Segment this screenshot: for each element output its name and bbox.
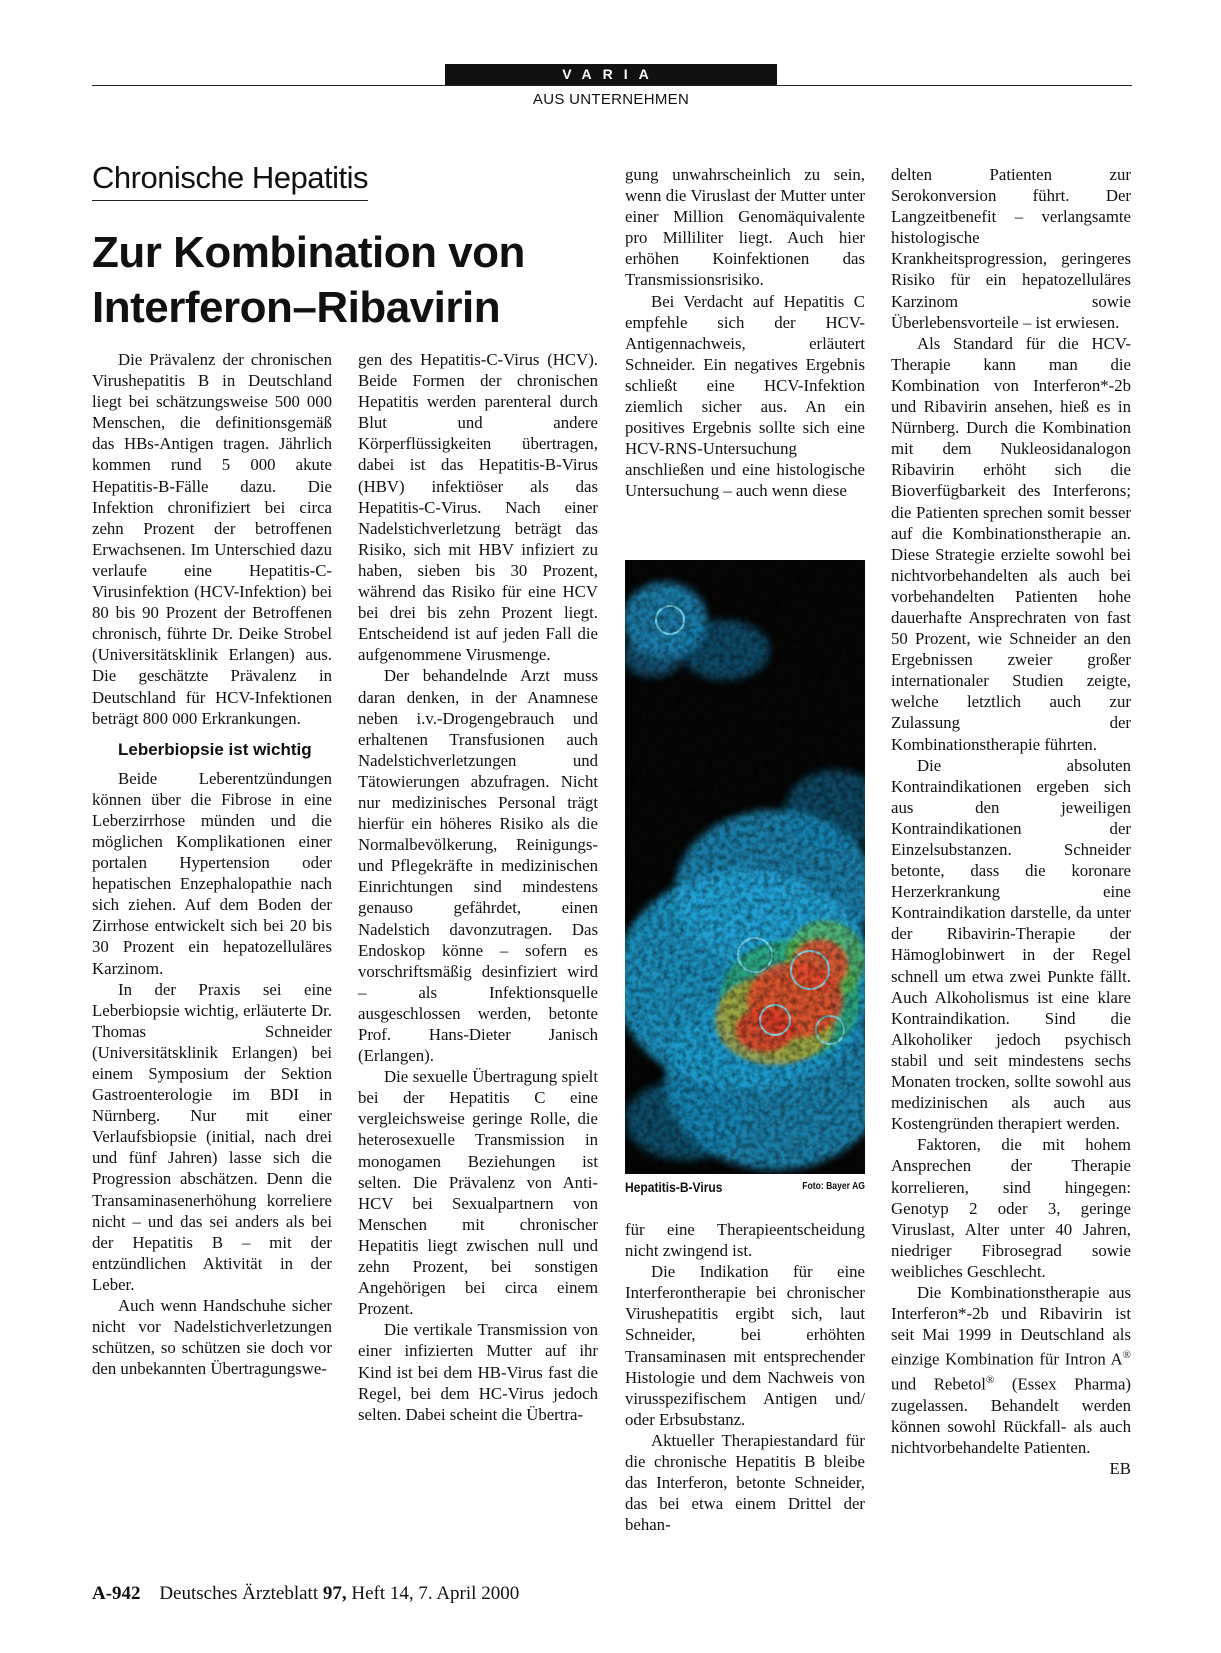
journal-volume: 97, [322,1583,347,1604]
paragraph [891,1282,1131,1478]
subheading: Leberbiopsie ist wichtig [118,739,312,759]
paragraph: Aktueller Therapiestandard für die chronische Hepatitis B bleibe das Interferon, betonte Schneider, das bei etwa einem Drittel der behan- [625,1430,865,1535]
paragraph: Die vertikale Transmission von einer infizierten Mutter auf ihr Kind ist bei dem HB-Virus fast die Regel, bei dem HC-Virus jedoch selten. Dabei scheint die Übertra- [358,1320,598,1424]
micrograph-image [625,560,865,1174]
paragraph: Die absoluten Kontraindikationen ergeben sich aus den jeweiligen Kontraindikationen der Einzelsubstanzen. Schneider betonte, dass die koronare Herzerkrankung eine Kontraindikation darstelle, da unter der Ribavirin-Therapie der Hämoglobinwert in der Regel schnell um etwa zwei Punkte fällt. Auch Alkoholismus ist eine klare Kontraindikation. Sind die Alkoholiker jedoch psychisch stabil und seit mindestens sechs Monaten trocken, sollte sowohl aus medizinischen als auch aus Kostengründen therapiert werden. [891,755,1131,1134]
figure-caption [625,1179,865,1199]
paragraph: Auch wenn Handschuhe sicher nicht vor Nadelstichverletzungen schützen, so schützen sie doch vor den unbekannten Übertragungswe- [92,1296,332,1379]
registered-mark: ® [985,1373,995,1386]
journal-name: Deutsches Ärzteblatt [159,1583,319,1604]
paragraph: delten Patienten zur Serokonversion führt. Der Langzeitbenefit – verlangsamte histologische Krankheitsprogression, geringeres Risiko für ein hepatozelluläres Karzinom sowie Überlebensvorteile – ist erwiesen. [891,165,1131,332]
paragraph: Die sexuelle Übertragung spielt bei der Hepatitis C eine vergleichsweise geringe Rolle, die heterosexuelle Transmission in monogamen Beziehungen ist selten. Die Prävalenz von Anti-HCV bei Sexualpartnern von Menschen mit chronischer Hepatitis liegt zwischen null und zehn Prozent, bei sonstigen Angehörigen bei circa einem Prozent. [358,1067,598,1319]
headline-line-1: Zur Kombination von [92,228,525,277]
text-column-4 [891,164,1131,1479]
photo-credit: Foto: Bayer AG [802,1181,865,1192]
author-signature: EB [1109,1458,1131,1478]
paragraph: Faktoren, die mit hohem Ansprechen der Therapie korrelieren, sind hingegen: Genotyp 2 oder 3, geringe Viruslast, Alter unter 40 Jahren, niedriger Fibrosegrad sowie weibliches Geschlecht. [891,1135,1131,1281]
micrograph-figure [625,560,865,1174]
header-rule [92,85,1132,86]
paragraph: Die Prävalenz der chronischen Virushepatitis B in Deutschland liegt bei schätzungsweise 500 000 Menschen, die definitionsgemäß das HBs-Antigen tragen. Jährlich kommen rund 5 000 akute Hepatitis-B-Fälle dazu. Die Infektion chronifiziert bei circa zehn Prozent der betroffenen Erwachsenen. Im Unterschied dazu verlaufe eine Hepatitis-C-Virusinfektion (HCV-Infektion) bei 80 bis 90 Prozent der Betroffenen chronisch, führte Dr. Deike Strobel (Universitätsklinik Erlangen) aus. Die geschätzte Prävalenz in Deutschland für HCV-Infektionen beträgt 800 000 Erkrankungen. [92,350,332,728]
page-number: A-942 [92,1583,141,1604]
paragraph: gung unwahrscheinlich zu sein, wenn die Viruslast der Mutter unter einer Million Genomäquivalente pro Milliliter liegt. Auch hier erhöhen Koinfektionen das Transmissionsrisiko. [625,165,865,290]
headline-line-2: Interferon–Ribavirin [92,283,501,332]
text-column-3-bottom [625,1219,865,1535]
article-kicker: Chronische Hepatitis [92,160,368,201]
text-column-1 [92,349,332,1379]
paragraph: für eine Therapieentscheidung nicht zwingend ist. [625,1220,865,1261]
paragraph: gen des Hepatitis-C-Virus (HCV). Beide Formen der chronischen Hepatitis werden parenteral durch Blut und andere Körperflüssigkeiten übertragen, dabei ist das Hepatitis-B-Virus (HBV) infektiöser als das Hepatitis-C-Virus. Nach einer Nadelstichverletzung beträgt das Risiko, sich mit HBV infiziert zu haben, sieben bis 30 Prozent, während das Risiko für eine HCV bei drei bis zehn Prozent liegt. Entscheidend ist auf jeden Fall die aufgenommene Virusmenge. [358,350,598,665]
paragraph: Die Indikation für eine Interferontherapie bei chronischer Virushepatitis ergibt sich, laut Schneider, bei erhöhten Transaminasen mit entsprechender Histologie und dem Nachweis von virusspezifischem Antigen und/ oder Erbsubstanz. [625,1262,865,1429]
caption-title: Hepatitis-B-Virus [625,1179,723,1195]
text-span: (Essex Pharma) zugelassen. Behandelt werden können sowohl Rückfall- als auch nichtvorbehandelte Patienten. [891,1374,1131,1457]
subsection-label: AUS UNTERNEHMEN [532,91,690,108]
article-headline [92,225,612,335]
paragraph: Als Standard für die HCV-Therapie kann man die Kombination von Interferon*-2b und Ribavirin ansehen, hieß es in Nürnberg. Durch die Kombination mit dem Nukleosidanalogon Ribavirin erhöht sich die Bioverfügbarkeit des Interferons; die Patienten sprechen somit besser auf die Kombinationstherapie an. Diese Strategie erzielte sowohl bei nichtvorbehandelten als auch bei vorbehandelten Patienten hohe dauerhafte Ansprechraten von fast 50 Prozent, wie Schneider an den Ergebnissen zweier großer internationaler Studien zeigte, welche letztlich auch zur Zulassung der Kombinationstherapie führten. [891,333,1131,754]
journal-issue: Heft 14, 7. April 2000 [351,1583,520,1604]
paragraph: Der behandelnde Arzt muss daran denken, in der Anamnese neben i.v.-Drogengebrauch und erhaltenen Transfusionen auch Nadelstichverletzungen und Tätowierungen abzufragen. Nicht nur medizinisches Personal trägt hierfür ein höheres Risiko als die Normalbevölkerung, Reinigungs- und Pflegekräfte in medizinischen Einrichtungen sind mindestens genauso gefährdet, einen Nadelstich davonzutragen. Das Endoskop könne – sofern es vorschriftsmäßig desinfiziert wird – als Infektionsquelle ausgeschlossen werden, betonte Prof. Hans-Dieter Janisch (Erlangen). [358,666,598,1066]
registered-mark: ® [1122,1349,1131,1362]
text-column-2 [358,349,598,1425]
text-span: Die Kombinationstherapie aus Interferon*-2b und Ribavirin ist seit Mai 1999 in Deutschland als einzige Kombination für Intron A [891,1282,1131,1369]
text-span: und Rebetol [891,1374,986,1394]
paragraph: In der Praxis sei eine Leberbiopsie wichtig, erläuterte Dr. Thomas Schneider (Universitätsklinik Erlangen) bei einem Symposium der Sektion Gastroenterologie im BDI in Nürnberg. Nur mit einer Verlaufsbiopsie (initial, nach drei und fünf Jahren) lasse sich die Progression abschätzen. Denn die Transaminasenerhöhung korreliere nicht – und das sei anders als bei der Hepatitis B – mit der entzündlichen Aktivität in der Leber. [92,979,332,1294]
page-footer [92,1583,519,1605]
section-label: VARIA [445,64,777,85]
paragraph: Bei Verdacht auf Hepatitis C empfehle sich der HCV-Antigennachweis, erläutert Schneider. Ein negatives Ergebnis schließt eine HCV-Infektion ziemlich sicher aus. An ein positives Ergebnis sollte sich eine HCV-RNS-Untersuchung anschließen und eine histologische Untersuchung – auch wenn diese [625,291,865,501]
paragraph: Beide Leberentzündungen können über die Fibrose in eine Leberzirrhose münden und die möglichen Komplikationen einer portalen Hypertension oder hepatischen Enzephalopathie nach sich ziehen. Auf dem Boden der Zirrhose entwickelt sich bei 20 bis 30 Prozent ein hepatozelluläres Karzinom. [92,768,332,978]
text-column-3-top [625,164,865,502]
